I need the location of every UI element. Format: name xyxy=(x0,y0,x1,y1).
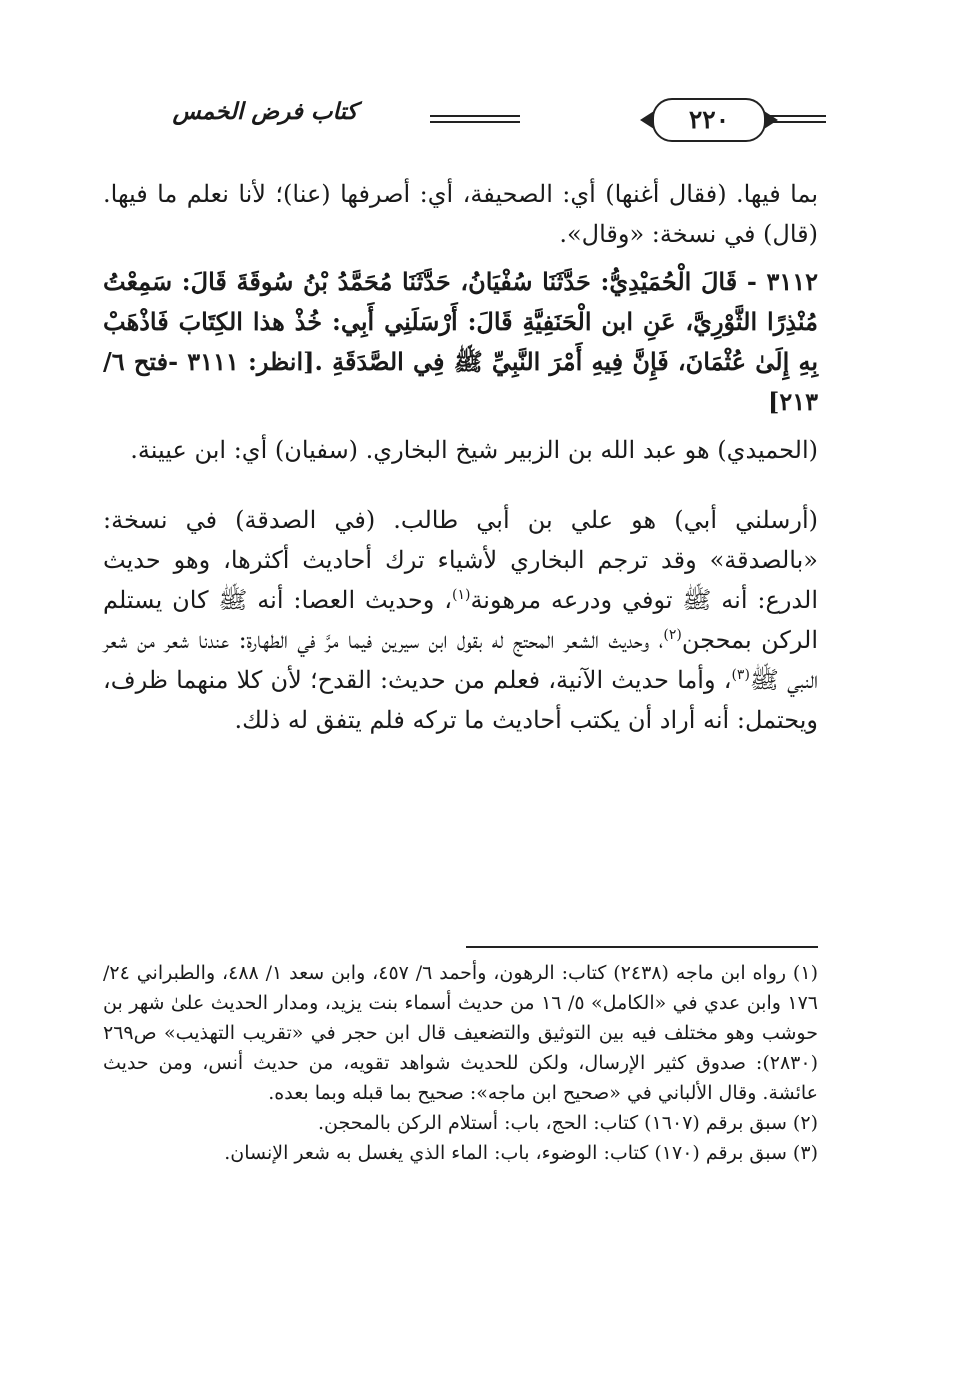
header-title: كتاب فرض الخمس xyxy=(100,98,430,125)
paragraph-segment: ، وحديث العصا: أنه ﷺ كان يستلم الركن بمحجن xyxy=(103,586,818,654)
paragraph: بما فيها. (فقال أغنها) أي: الصحيفة، أي: أصرفها (عنا)؛ لأنا نعلم ما فيها. (قال) في نسخة: «وقال». xyxy=(103,180,818,248)
paragraph xyxy=(103,500,818,740)
header-title-wrap xyxy=(100,96,430,146)
footnote-ref: (٢) xyxy=(663,627,682,643)
footnote-separator xyxy=(466,946,818,948)
footnote-2: (٢) سبق برقم (١٦٠٧) كتاب: الحج، باب: أستلام الركن بالمحجن. xyxy=(318,1112,818,1134)
hadith-text: ٣١١٢ - قَالَ الْحُمَيْدِيُّ: حَدَّثَنَا سُفْيَانُ، حَدَّثَنَا مُحَمَّدُ بْنُ سُوقَةَ قَالَ: سَمِعْتُ مُنْذِرًا الثَّوْرِيَّ، عَنِ ابن الْحَنَفِيَّةِ قَالَ: أَرْسَلَنِي أَبِي: خُذْ هذا الكِتَابَ فَاذْهَبْ بِهِ إِلَىٰ عُثْمَانَ، فَإِنَّ فِيهِ أَمْرَ النَّبِيِّ ﷺ فِي الصَّدَقَةِ .[انظر: ٣١١١ -فتح ٦/ ٢١٣] xyxy=(103,267,819,416)
footnotes xyxy=(103,958,818,1168)
footnote-ref: (١) xyxy=(451,587,471,603)
paragraph-segment: ، وحديث الشعر المحتج له بقول ابن سيرين فيما مرَّ في الطهارة: عندنا شعر من شعر النبي ﷺ xyxy=(103,626,818,694)
paragraph-segment: ، وأما حديث الآنية، فعلم من حديث: القدح؛ لأن كلا منهما ظرف، ويحتمل: أنه أراد أن يكتب أحاديث ما تركه فلم يتفق له ذلك. xyxy=(103,666,818,734)
paragraph-segment: (أرسلني أبي) هو علي بن أبي طالب. (في الصدقة) في نسخة: «بالصدقة» وقد ترجم البخاري لأشياء ترك أحاديث أكثرها، وهو حديث الدرع: أنه ﷺ توفي ودرعه مرهونة xyxy=(103,506,818,614)
footnote-1: (١) رواه ابن ماجه (٢٤٣٨) كتاب: الرهون، وأحمد ٦/ ٤٥٧، وابن سعد ١/ ٤٨٨، والطبراني ٢٤/ ١٧٦ وابن عدي في «الكامل» ٥/ ١٦ من حديث أسماء بنت يزيد، ومدار الحديث علىٰ شهر بن حوشب وهو مختلف فيه بين التوثيق والتضعيف قال ابن حجر في «تقريب التهذيب» ص٢٦٩ (٢٨٣٠): صدوق كثير الإرسال، ولكن للحديث شواهد تقويه، من حديث أنس، ومن حديث عائشة. وقال الألباني في «صحيح ابن ماجه»: صحيح بما قبله وبما بعده. xyxy=(103,962,818,1104)
page-header xyxy=(100,96,826,146)
page-number: ٢٢٠ xyxy=(652,98,766,142)
paragraph: (الحميدي) هو عبد الله بن الزبير شيخ البخاري. (سفيان) أي: ابن عيينة. xyxy=(130,436,818,464)
footnote-3: (٣) سبق برقم (١٧٠) كتاب: الوضوء، باب: الماء الذي يغسل به شعر الإنسان. xyxy=(224,1142,818,1164)
footnote-ref: (٣) xyxy=(731,667,750,683)
main-text xyxy=(103,174,818,740)
